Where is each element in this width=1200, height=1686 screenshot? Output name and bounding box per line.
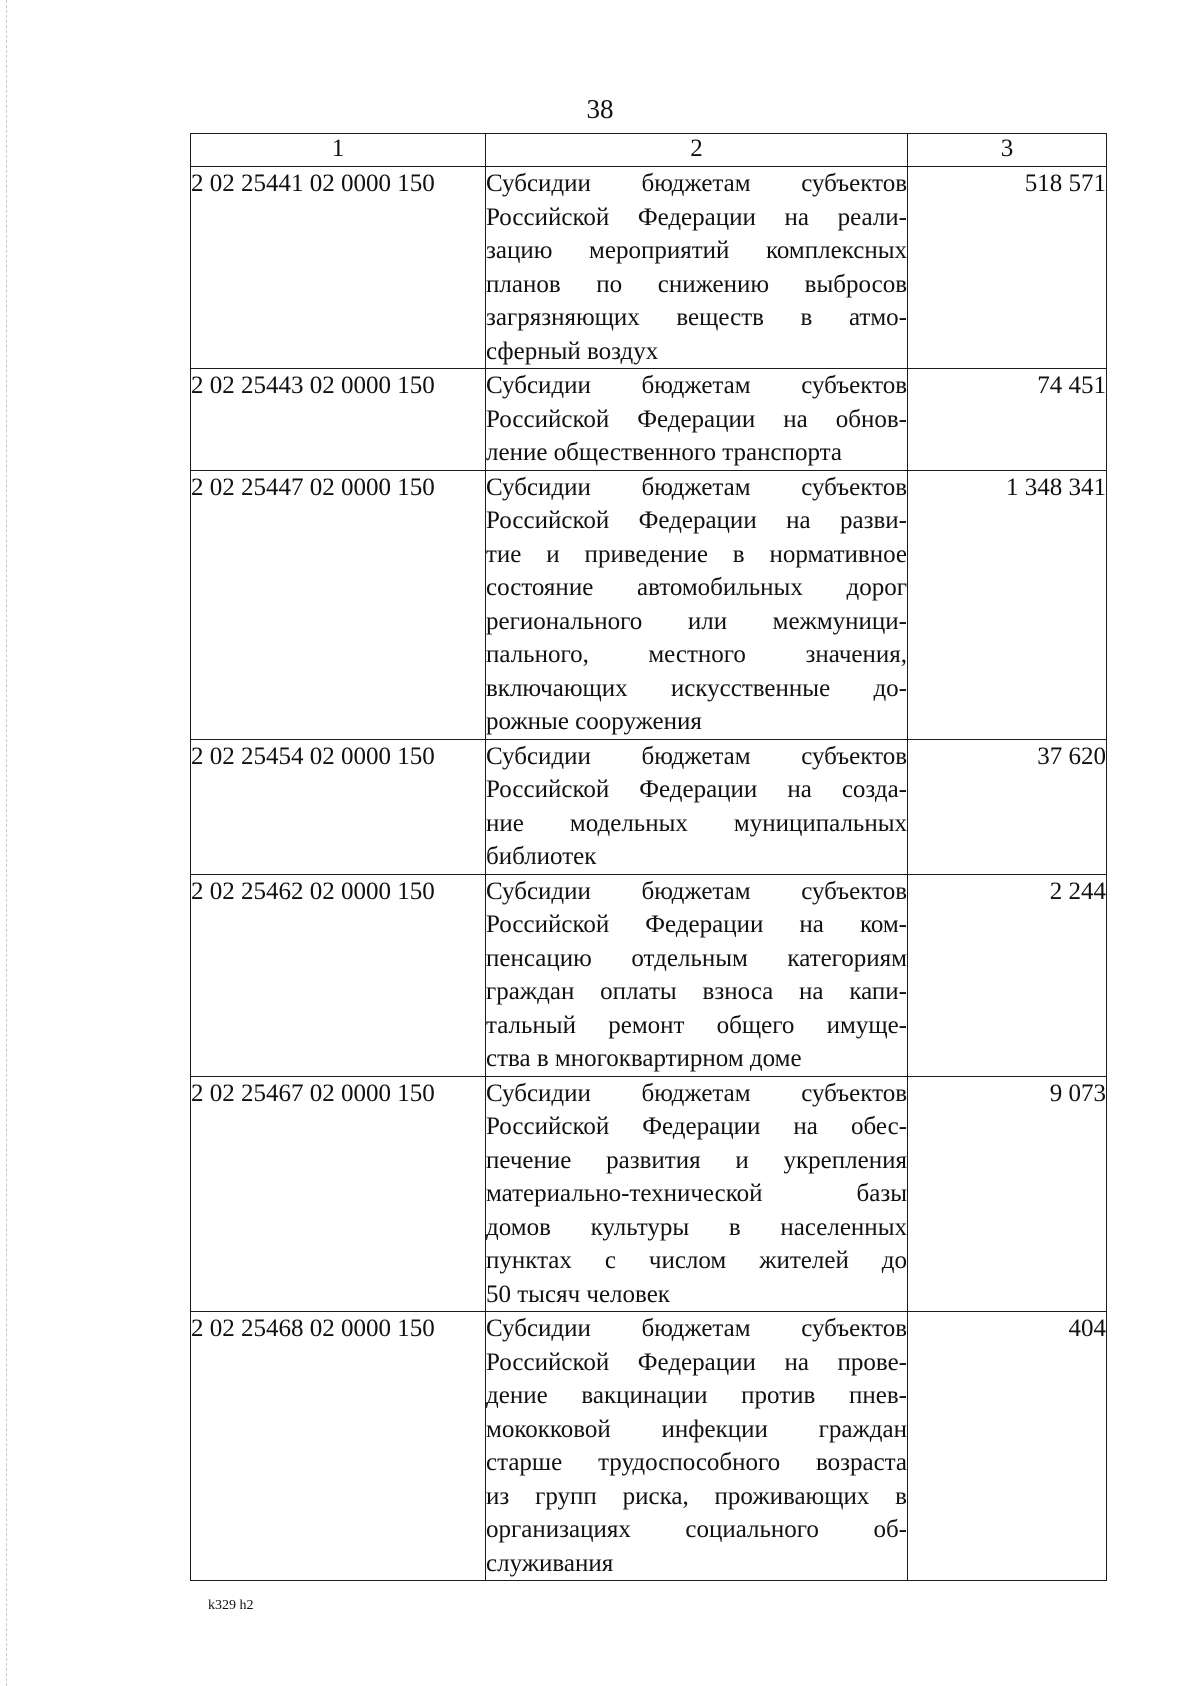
budget-classification-code: 2 02 25441 02 0000 150: [191, 167, 486, 369]
budget-classification-code: 2 02 25454 02 0000 150: [191, 739, 486, 874]
description-line: Субсидии бюджетам субъектов: [486, 1079, 907, 1107]
subsidy-description: [486, 470, 908, 739]
subsidy-description: [486, 1076, 908, 1312]
description-line: сферный воздух: [486, 337, 659, 365]
description-line: Субсидии бюджетам субъектов: [486, 473, 907, 501]
subsidy-amount: 404: [908, 1312, 1107, 1581]
description-line: организациях социального об-: [486, 1516, 907, 1543]
table-header: [191, 134, 1107, 167]
subsidy-description: [486, 167, 908, 369]
description-line: дение вакцинации против пнев-: [486, 1382, 907, 1409]
description-line: состояние автомобильных дорог: [486, 574, 907, 601]
subsidy-description: [486, 1312, 908, 1581]
description-line: граждан оплаты взноса на капи-: [486, 978, 907, 1005]
description-line: Российской Федерации на разви-: [486, 507, 907, 534]
table-row: [191, 1076, 1107, 1312]
subsidy-amount: 518 571: [908, 167, 1107, 369]
budget-classification-code: 2 02 25468 02 0000 150: [191, 1312, 486, 1581]
table-body: [191, 167, 1107, 1581]
description-line: зацию мероприятий комплексных: [486, 237, 907, 264]
description-line: тальный ремонт общего имуще-: [486, 1011, 907, 1039]
description-line: Субсидии бюджетам субъектов: [486, 877, 907, 905]
description-line: пального, местного значения,: [486, 641, 907, 668]
header-col-description: 2: [486, 134, 908, 167]
description-line: Российской Федерации на обес-: [486, 1113, 907, 1140]
header-col-code: 1: [191, 134, 486, 167]
subsidy-amount: 37 620: [908, 739, 1107, 874]
description-line: тие и приведение в нормативное: [486, 540, 907, 568]
subsidy-table: [190, 133, 1107, 1581]
description-line: из групп риска, проживающих в: [486, 1482, 907, 1510]
subsidy-description: [486, 369, 908, 471]
description-line: ление общественного транспорта: [486, 439, 842, 466]
budget-classification-code: 2 02 25443 02 0000 150: [191, 369, 486, 471]
description-line: материально-технической базы: [486, 1180, 907, 1207]
description-line: Российской Федерации на ком-: [486, 911, 907, 938]
description-line: Субсидии бюджетам субъектов: [486, 372, 907, 399]
description-line: библиотек: [486, 843, 597, 870]
description-line: мококковой инфекции граждан: [486, 1415, 907, 1443]
description-line: Российской Федерации на прове-: [486, 1348, 907, 1376]
description-line: 50 тысяч человек: [486, 1280, 670, 1308]
description-line: Российской Федерации на созда-: [486, 776, 907, 803]
description-line: включающих искусственные до-: [486, 674, 907, 702]
subsidy-amount: 9 073: [908, 1076, 1107, 1312]
table-row: [191, 874, 1107, 1076]
footer-document-code: k329 h2: [208, 1598, 254, 1613]
description-line: Субсидии бюджетам субъектов: [486, 1315, 907, 1342]
scan-edge-line: [6, 0, 7, 1686]
subsidy-description: [486, 874, 908, 1076]
subsidy-description: [486, 739, 908, 874]
description-line: ние модельных муниципальных: [486, 809, 907, 837]
budget-classification-code: 2 02 25462 02 0000 150: [191, 874, 486, 1076]
page-number: 38: [586, 94, 614, 124]
header-row: [191, 134, 1107, 167]
description-line: Российской Федерации на обнов-: [486, 405, 907, 433]
description-line: рожные сооружения: [486, 708, 702, 735]
description-line: пенсацию отдельным категориям: [486, 944, 907, 972]
description-line: служивания: [486, 1549, 614, 1577]
subsidy-amount: 1 348 341: [908, 470, 1107, 739]
table-row: [191, 739, 1107, 874]
description-line: старше трудоспособного возраста: [486, 1449, 907, 1476]
description-line: пунктах с числом жителей до: [486, 1247, 907, 1274]
header-col-amount: 3: [908, 134, 1107, 167]
description-line: Субсидии бюджетам субъектов: [486, 170, 907, 197]
description-line: Российской Федерации на реали-: [486, 203, 907, 231]
table-row: [191, 369, 1107, 471]
budget-classification-code: 2 02 25447 02 0000 150: [191, 470, 486, 739]
budget-classification-code: 2 02 25467 02 0000 150: [191, 1076, 486, 1312]
table-row: [191, 167, 1107, 369]
description-line: регионального или межмуници-: [486, 607, 907, 635]
subsidy-amount: 2 244: [908, 874, 1107, 1076]
table-row: [191, 470, 1107, 739]
description-line: ства в многоквартирном доме: [486, 1045, 802, 1072]
description-line: планов по снижению выбросов: [486, 270, 907, 298]
description-line: домов культуры в населенных: [486, 1213, 907, 1241]
description-line: печение развития и укрепления: [486, 1146, 907, 1174]
description-line: загрязняющих веществ в атмо-: [486, 304, 907, 331]
description-line: Субсидии бюджетам субъектов: [486, 742, 907, 770]
subsidy-amount: 74 451: [908, 369, 1107, 471]
table-row: [191, 1312, 1107, 1581]
